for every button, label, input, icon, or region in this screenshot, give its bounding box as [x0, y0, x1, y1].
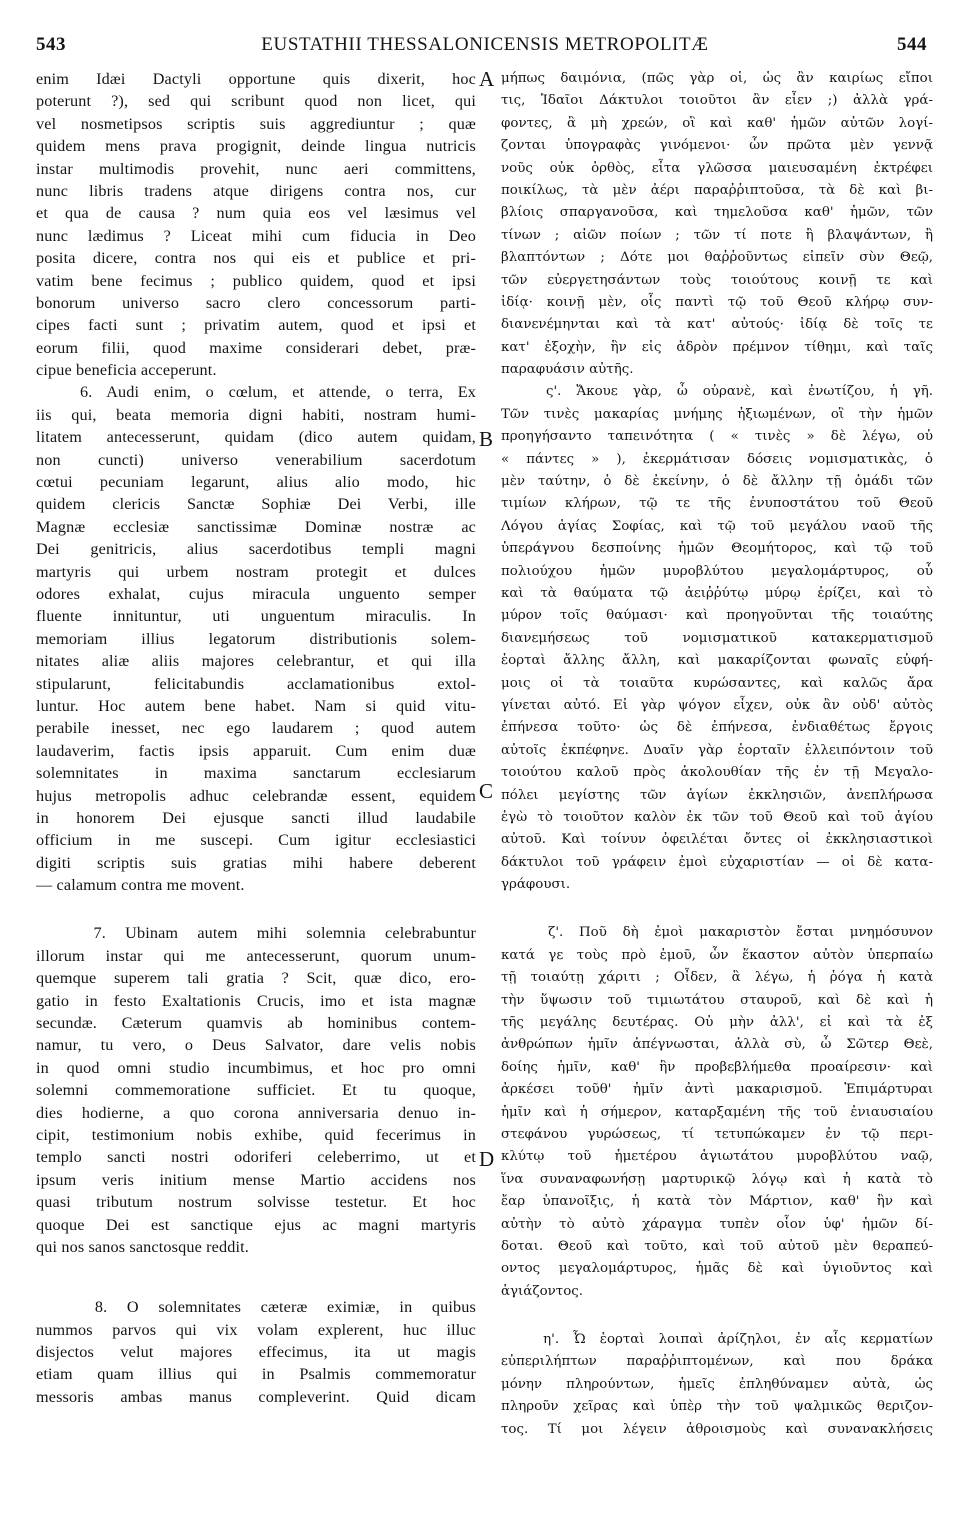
paragraph-gap: [36, 1258, 476, 1296]
greek-text-line: βλίοις σπαργανοῦσα, καὶ τημελοῦσα καθ' ἡμῶν, τῶν: [501, 205, 933, 221]
latin-text-line: 8. O solemnitates cæteræ eximiæ, in quibus: [36, 1298, 476, 1317]
greek-text-line: μοις οἱ τὰ τοιαῦτα κυρώσαντες, καὶ καλῶς ἄρα: [501, 675, 933, 691]
greek-text-line: γράφουσι.: [501, 877, 571, 893]
greek-text-line: ζ'. Ποῦ δὴ ἐμοὶ μακαριστὸν ἔσται μνημόσυνον: [501, 925, 933, 941]
greek-text-line: διανεμήσεως τοῦ νομισματικοῦ κατακερματισμοῦ: [501, 630, 933, 646]
greek-text-line: τὴν ὕψωσιν τοῦ τιμιωτάτου σταυροῦ, καὶ δὲ καὶ ἡ: [501, 992, 933, 1008]
greek-text-line: ποικίλως, τὰ μὲν ἀέρι παραῤῥιπτοῦσα, τὰ δὲ καὶ βι-: [501, 182, 933, 198]
latin-text-line: Dei genitricis, alius sacerdotibus templi magni: [36, 540, 476, 559]
greek-text-line: ἀρκέσει τοῦθ' ἡμῖν ἀντὶ μακαρισμοῦ. Ἐπιμάρτυραι: [501, 1082, 933, 1098]
latin-text-line: stipularunt, felicitabundis acclamationibus extol-: [36, 674, 476, 693]
greek-text-line: ἐπήνεσα τοῦτο· ὡς δὲ ἐπήνεσα, ἐνδιαθέτως ἔργοις: [501, 720, 933, 736]
latin-text-line: posita dicere, contra nos qui eis et publice et pri-: [36, 249, 476, 268]
latin-text-line: nitates aliæ aliis majores celebrantur, et qui illa: [36, 652, 476, 671]
greek-text-line: μύρον τοῖς θαύμασι· καὶ προηγοῦνται τῆς τοιαύτης: [501, 608, 933, 624]
latin-text-line: illorum instar qui me antecesserunt, quorum unum-: [36, 946, 476, 965]
page-number-left: 543: [36, 34, 66, 55]
greek-text-line: γίνεται αὐτό. Εἰ γὰρ ψόγον εἶχεν, οὐκ ἂν οὐδ' αὐτὸς: [501, 697, 933, 713]
greek-text-line: εὐπεριλήπτων παραῤῥιπτομένων, καὶ που δράκα: [501, 1354, 933, 1370]
margin-marker-d: D: [479, 1147, 495, 1171]
greek-text-line: τιμίων κλήρων, τῷ τε τῆς ἐνυποστάτου τοῦ Θεοῦ: [501, 496, 933, 512]
greek-text-line: ἵνα συναναφωνήσῃ μαρτυρικῷ λόγῳ καὶ ἡ κατὰ τὸ: [501, 1171, 933, 1187]
greek-text-line: τίνων ; αἰῶν ποίων ; τῶν τί ποτε ἢ βλαψάντων, ἢ: [501, 227, 933, 243]
latin-text-line: vel nosmetipsos scriptis suis aggrediuntur ; quæ: [36, 114, 476, 133]
greek-text-line: πόλει μεγίστης τῶν ἁγίων ἐκκλησιῶν, ἀνεπλήρωσα: [501, 787, 933, 803]
latin-text-line: quasi tributum nostrum solvisse testetur. Et hoc: [36, 1193, 476, 1212]
latin-text-line: laudaverim, factis ipsis apparuit. Cum enim duæ: [36, 741, 476, 760]
latin-text-line: Magnæ ecclesiæ sanctissimæ Dominæ nostræ ac: [36, 517, 476, 536]
greek-text-line: καὶ τὰ θαύματα τῷ ἀειῤῥύτῳ μύρῳ ἐρίζει, καὶ τὸ: [501, 585, 933, 601]
greek-text-line: παραφυάσιν αὐτῆς.: [501, 362, 634, 378]
greek-text-line: η'. Ὦ ἑορταὶ λοιπαὶ ἀρίζηλοι, ἐν αἷς κερματίων: [501, 1332, 933, 1348]
latin-text-line: luntur. Hoc autem bene habet. Nam si quid vitu-: [36, 696, 476, 715]
latin-text-line: namur, tu vero, o Deus Salvator, dare velis nobis: [36, 1036, 476, 1055]
latin-text-line: eorum filii, quod maxime considerari debet, præ-: [36, 338, 476, 357]
page-number-right: 544: [897, 34, 927, 55]
latin-text-line: gatio in festo Exaltationis Crucis, imo et ista magnæ: [36, 991, 476, 1010]
greek-text-line: ς'. Ἄκουε γὰρ, ὦ οὐρανὲ, καὶ ἐνωτίζου, ἡ γῆ.: [501, 384, 933, 400]
latin-text-line: in quod omni studio incumbimus, et hoc pro omni: [36, 1058, 476, 1077]
greek-text-line: οντος μεγαλομάρτυρος, ἡμᾶς δὲ καὶ ὑγιοῦντος καὶ: [501, 1261, 933, 1277]
latin-text-line: 7. Ubinam autem mihi solemnia celebrabuntur: [36, 924, 476, 943]
greek-text-line: νοῦς οὐκ ὀρθὸς, εἶτα γλῶσσα μαιευσαμένη ἐκτρέφει: [501, 160, 933, 176]
latin-text-line: et qua de causa ? num quia eos vel læsimus vel: [36, 204, 476, 223]
latin-text-line: nunc lædimus ? Liceat mihi cum fiducia in Deo: [36, 226, 476, 245]
greek-text-line: ἑορταὶ ἄλλης ἄλλη, καὶ μακαρίζονται φωναῖς εὐφή-: [501, 653, 933, 669]
paragraph-gap: [501, 896, 933, 922]
latin-text-line: etiam quam illius qui in Psalmis commemoratur: [36, 1365, 476, 1384]
greek-text-line: « πάντες » ), ἐκερμάτισαν δόσεις νομισματικὰς, ὁ: [501, 451, 933, 467]
running-header: [0, 0, 970, 60]
greek-text-line: μόνην πληρούντων, ἡμεῖς ἐπληθύναμεν αὐτὰ, ὡς: [501, 1376, 933, 1392]
latin-text-line: bonorum universo sacro clero concessorum parti-: [36, 293, 476, 312]
greek-text-line: αὐτοῖς ἐκπέφηνε. Δυαῖν γὰρ ἑορταῖν ἐλλειπόντοιν τοῦ: [501, 742, 933, 758]
greek-text-line: προηγήσαντο ταπεινότητα ( « τινὲς » δὲ λέγω, οὐ: [501, 429, 933, 445]
greek-text-line: τῶν εὐεργετησάντων τοὺς τοιούτους κοινῇ τε καὶ: [501, 272, 933, 288]
greek-text-line: μὲν ταύτην, ὁ δὲ ἐκείνην, ὁ δὲ ἄλλην τῇ ὁμάδι τῶν: [501, 474, 933, 490]
latin-text-line: ipsum veris initium mense Martio accidens nos: [36, 1170, 476, 1189]
greek-text-line: διανενέμηνται καὶ τὰ κατ' αὐτούς· ἰδίᾳ δὲ τοῖς τε: [501, 317, 933, 333]
margin-marker-a: A: [479, 67, 495, 91]
latin-text-line: enim Idæi Dactyli opportune quis dixerit, hoc: [36, 70, 476, 88]
latin-text-line: dies hodierne, a quo corona anniversaria denuo in-: [36, 1103, 476, 1122]
latin-text-line: secundæ. Cæterum quamvis ab hominibus contem-: [36, 1014, 476, 1033]
greek-text-line: κατ' ἐξοχὴν, ἣν εἰς ἀδρὸν πρέμνον τίθημι, καὶ ταῖς: [501, 339, 933, 355]
greek-text-line: Λόγου ἁγίας Σοφίας, καὶ τῷ τοῦ μεγάλου ναοῦ τῆς: [501, 518, 933, 534]
greek-text-line: ἀνθρώπων ἡμῖν ἀπέγνωσται, ἀλλὰ σὺ, ὦ Σῶτερ Θεὲ,: [501, 1037, 933, 1053]
latin-text-line: quidem mens prava progignit, deinde lingua nutricis: [36, 137, 476, 156]
latin-text-line: odores exhalat, cujus miracula unguento semper: [36, 584, 476, 603]
latin-text-line: cipit, testimonium nobis exhibe, quid fecerimus in: [36, 1125, 476, 1144]
greek-text-line: κλύτῳ τοῦ ἡμετέρου ἁγιωτάτου μυροβλύτου ναῷ,: [501, 1149, 933, 1165]
latin-text-line: poterunt ?), sed qui scribunt quod non licet, qui: [36, 92, 476, 111]
greek-text-line: δάκτυλοι τοῦ γράφειν ἐμοὶ εὐχαριστίαν — οἱ δὲ κατα-: [501, 854, 933, 870]
greek-text-line: ἡμῖν καὶ ἡ σήμερον, καταρξαμένη τῆς τοῦ ἐνιαυσιαίου: [501, 1104, 933, 1120]
latin-text-line: templo sancti nostri odoriferi celeberrimo, ut et: [36, 1148, 476, 1167]
latin-text-line: officium in me suscepi. Cum igitur ecclesiastici: [36, 831, 476, 850]
greek-text-line: Τῶν τινὲς μακαρίας μνήμης ἠξιωμένων, οἳ τὴν ἡμῶν: [501, 406, 933, 422]
latin-text-line: martyris qui urbem nostram protegit et dulces: [36, 562, 476, 581]
latin-text-line: memoriam illius legatorum distributionis solem-: [36, 629, 476, 648]
latin-text-line: fluente innituntur, uti unguentum miraculis. In: [36, 607, 476, 626]
latin-text-line: solemni commemoratione sufficiet. Et tu quoque,: [36, 1081, 476, 1100]
latin-text-line: solemnitates in maxima sanctarum ecclesiarum: [36, 764, 476, 783]
greek-text-line: ἰδίᾳ· κοινῇ μὲν, οἷς παντὶ τῷ τοῦ Θεοῦ κλήρῳ συν-: [501, 294, 933, 310]
greek-text-line: δοται. Θεοῦ καὶ τοῦτο, καὶ τοῦ αὐτοῦ μὲν θεραπεύ-: [501, 1238, 933, 1254]
greek-text-line: δοίης ἡμῖν, καθ' ἣν προβεβλήμεθα προαίρεσιν· καὶ: [501, 1059, 933, 1075]
latin-text-line: in honorem Dei ejusque sancti illud laudabile: [36, 808, 476, 827]
latin-text-line: iis qui, beata memoria digni habiti, nostram humi-: [36, 405, 476, 424]
latin-text-line: cipue beneficia acceperunt.: [36, 361, 217, 380]
greek-text-line: ὑπεράγνου δεσποίνης ἡμῶν Θεομήτορος, καὶ τῷ τοῦ: [501, 541, 933, 557]
greek-text-line: ἁγιάζοντος.: [501, 1283, 584, 1299]
greek-text-line: πληροῦν χεῖρας καὶ ὑπὲρ τὴν τοῦ ψαλμικῶς θεριζον-: [501, 1399, 933, 1415]
latin-text-line: non cuncti) universo venerabilium sacerdotum: [36, 450, 476, 469]
greek-text-line: αὐτὴν τὸ αὐτὸ χάραγμα τυπὲν οἷον ὑφ' ἡμῶν δί-: [501, 1216, 933, 1232]
latin-text-line: quoque Dei est sanctique ejus ac magni martyris: [36, 1215, 476, 1234]
greek-text-line: τος. Τί μοι λέγειν ἀθροισμοὺς καὶ συνανακλήσεις: [501, 1421, 933, 1437]
latin-text-line: disjectos velut majores effecimus, ita ut magis: [36, 1343, 476, 1362]
latin-text-line: perabile inesset, nec ego laudarem ; quod autem: [36, 719, 476, 738]
latin-text-line: quemque superem tali gratia ? Scit, quæ dico, ero-: [36, 969, 476, 988]
latin-text-line: messoris ambas manus compleverint. Quid dicam: [36, 1387, 476, 1406]
latin-text-line: nunc libris tradens atque dirigens contra nos, cur: [36, 181, 476, 200]
greek-text-line: τις, Ἰδαῖοι Δάκτυλοι τοιοῦτοι ἂν εἶεν ;) ἀλλὰ γρά-: [501, 93, 933, 109]
greek-text-line: ἐγὼ τὸ τοιοῦτον καλὸν ἐκ τῶν τοῦ Θεοῦ καὶ τοῦ ἁγίου: [501, 809, 933, 825]
greek-text-line: πολιούχου ἡμῶν μυροβλύτου μεγαλομάρτυρος, οὗ: [501, 563, 933, 579]
greek-text-line: ζονται ὑπογραφὰς γινόμενοι· ὧν πρῶτα μὲν γεννᾷ: [501, 138, 933, 154]
margin-marker-c: C: [479, 779, 494, 803]
latin-text-line: cipes facti sunt ; privatim autem, quod et ipsi et: [36, 316, 476, 335]
greek-text-line: κατά γε τοὺς πρὸ ἐμοῦ, ὧν ἕκαστον αὐτὸν ὑπερπαίω: [501, 947, 933, 963]
latin-text-line: litatem antecesserunt, quidam (dico autem quidam,: [36, 428, 476, 447]
greek-text-line: στεφάνου γυρώσεως, τί τετυπώκαμεν ἐν τῷ περι-: [501, 1126, 933, 1142]
greek-column: [501, 68, 933, 1441]
paragraph-gap: [36, 896, 476, 922]
greek-text-line: βλαπτόντων ; Δότε μοι θαῤῥοῦντως εἰπεῖν σὺν Θεῷ,: [501, 250, 933, 266]
latin-text-line: hujus metropolis adhuc celebrandæ essent, equidem: [36, 786, 476, 805]
greek-text-line: μήπως δαιμόνια, (πῶς γὰρ οἱ, ὡς ἂν καιρίως εἴποι: [501, 71, 933, 86]
latin-column: [36, 68, 476, 1408]
paragraph-gap: [501, 1303, 933, 1329]
latin-text-line: vatim bene fecimus ; publico quidem, quod et ipsi: [36, 271, 476, 290]
latin-text-line: digiti scriptis suis gratias mihi habere deberent: [36, 853, 476, 872]
latin-text-line: cœtui pecuniam legarunt, alius alio modo, hic: [36, 473, 476, 492]
latin-text-line: nummos parvos qui vix volam explerent, huc illuc: [36, 1320, 476, 1339]
greek-text-line: ἔαρ ὑπανοῖξις, ἡ κατὰ τὸν Μάρτιον, καθ' ἣν καὶ: [501, 1194, 933, 1210]
margin-marker-b: B: [479, 427, 494, 451]
greek-text-line: τῆς μεγάλης δευτέρας. Οὐ μὴν ἀλλ', εἰ καὶ τὰ ἐξ: [501, 1015, 933, 1031]
greek-text-line: φοντες, ἃ μὴ χρεών, οἳ καὶ καθ' ἡμῶν αὐτῶν λογί-: [501, 115, 933, 131]
latin-text-line: — calamum contra me movent.: [36, 876, 245, 895]
greek-text-line: τοιούτου καλοῦ πρὸς ἀκολουθίαν τῆς ἐν τῇ Μεγαλο-: [501, 765, 933, 781]
latin-text-line: 6. Audi enim, o cœlum, et attende, o terra, Ex: [36, 383, 476, 402]
latin-text-line: qui nos sanos sanctosque reddit.: [36, 1237, 249, 1256]
running-title: EUSTATHII THESSALONICENSIS METROPOLITÆ: [261, 34, 709, 55]
greek-text-line: τῇ τοιαύτῃ χάριτι ; Οἶδεν, ἃ λέγω, ἡ ῥόγα ἡ κατὰ: [501, 970, 933, 986]
latin-text-line: quidem clericis Sanctæ Sophiæ Dei Verbi, ille: [36, 495, 476, 514]
latin-text-line: instar multimodis provehit, nunc aeri committens,: [36, 159, 476, 178]
greek-text-line: αὐτοῦ. Καὶ τοίνυν ὀφειλέται ὄντες οἱ ἐκκλησιαστικοὶ: [501, 832, 933, 848]
